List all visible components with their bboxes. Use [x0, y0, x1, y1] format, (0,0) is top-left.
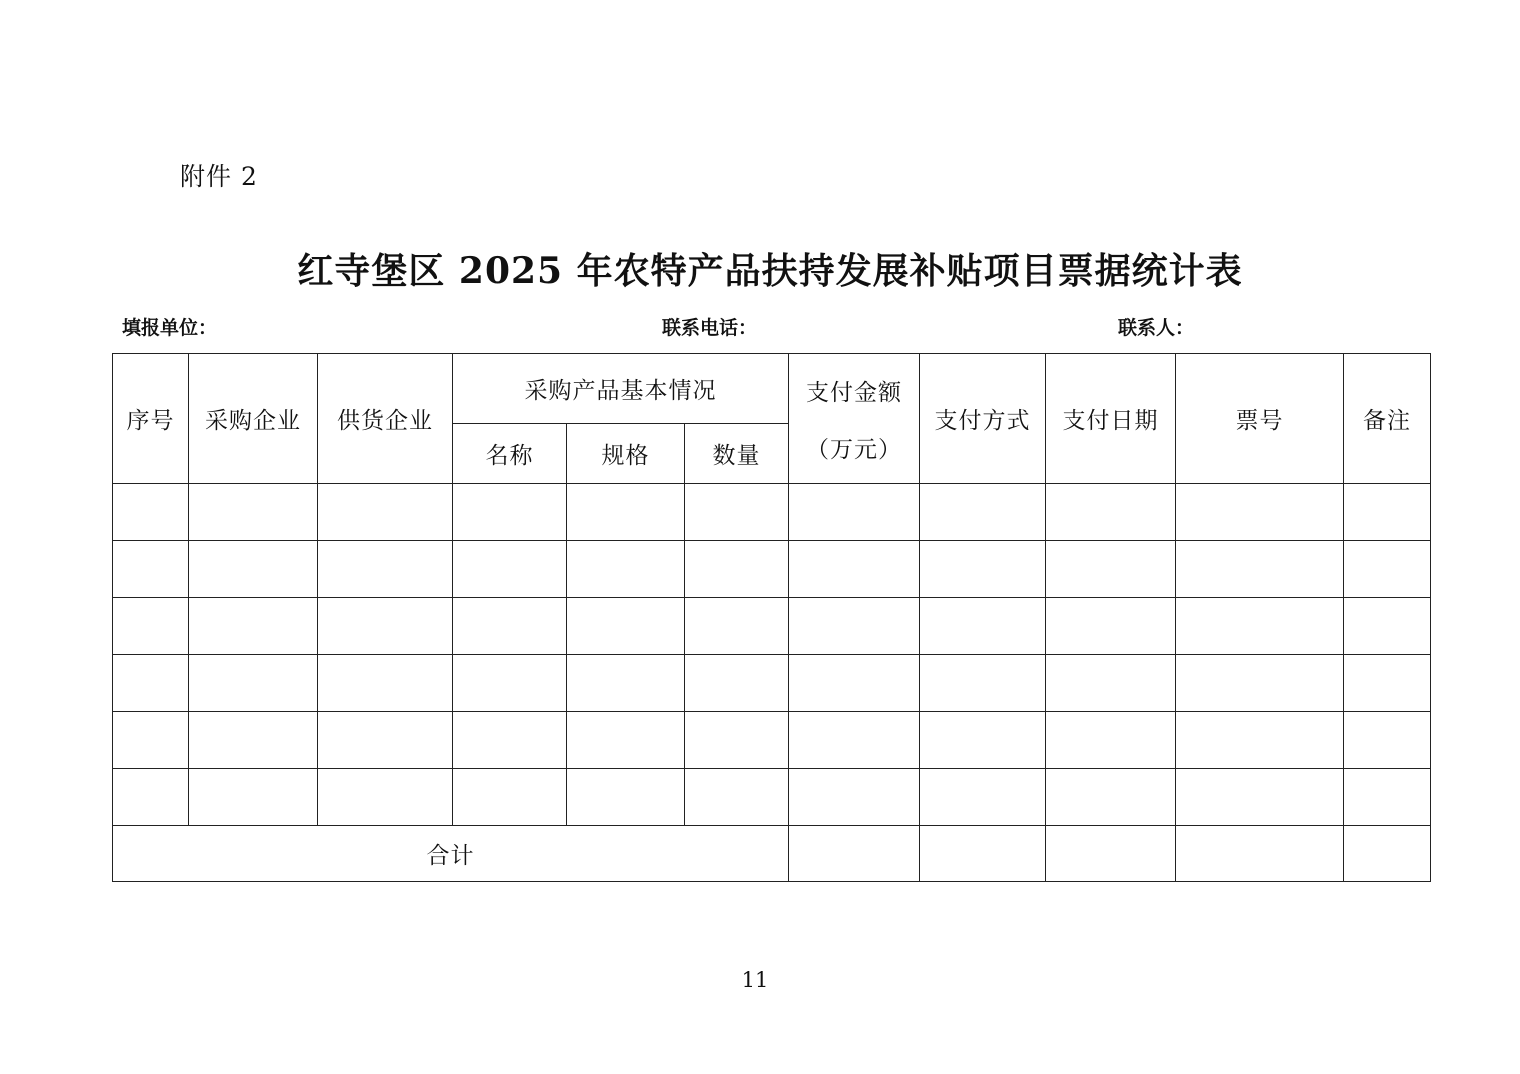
- table-cell[interactable]: [453, 598, 567, 655]
- table-cell[interactable]: [920, 769, 1046, 826]
- table-cell[interactable]: [567, 712, 685, 769]
- header-product-name: 名称: [453, 424, 567, 484]
- table-cell[interactable]: [1344, 712, 1431, 769]
- table-cell[interactable]: [113, 712, 189, 769]
- table-cell[interactable]: [685, 598, 789, 655]
- table-cell[interactable]: [789, 769, 920, 826]
- table-cell[interactable]: [318, 484, 453, 541]
- total-pay-date-cell[interactable]: [1046, 826, 1176, 882]
- table-cell[interactable]: [1046, 484, 1176, 541]
- header-product-qty: 数量: [685, 424, 789, 484]
- table-row: [113, 712, 1431, 769]
- table-cell[interactable]: [318, 769, 453, 826]
- table-cell[interactable]: [920, 598, 1046, 655]
- header-invoice-no: 票号: [1176, 354, 1344, 484]
- table-cell[interactable]: [567, 769, 685, 826]
- table-cell[interactable]: [789, 655, 920, 712]
- table-cell[interactable]: [318, 712, 453, 769]
- header-amount-line2: （万元）: [806, 436, 903, 463]
- table-row: [113, 598, 1431, 655]
- table-cell[interactable]: [1176, 541, 1344, 598]
- table-cell[interactable]: [453, 769, 567, 826]
- table-cell[interactable]: [189, 712, 318, 769]
- header-pay-method: 支付方式: [920, 354, 1046, 484]
- invoice-statistics-table: [112, 353, 1431, 882]
- table-row: [113, 655, 1431, 712]
- table-cell[interactable]: [453, 484, 567, 541]
- table-cell[interactable]: [685, 484, 789, 541]
- table-cell[interactable]: [1344, 655, 1431, 712]
- table-cell[interactable]: [567, 655, 685, 712]
- table-cell[interactable]: [920, 541, 1046, 598]
- table-row: [113, 769, 1431, 826]
- table-cell[interactable]: [567, 484, 685, 541]
- table-cell[interactable]: [1344, 598, 1431, 655]
- table-body: [113, 484, 1431, 882]
- table-cell[interactable]: [1344, 769, 1431, 826]
- page-title: 红寺堡区 2025 年农特产品扶持发展补贴项目票据统计表: [297, 250, 1243, 292]
- table-cell[interactable]: [113, 484, 189, 541]
- table-cell[interactable]: [1176, 712, 1344, 769]
- table-cell[interactable]: [567, 598, 685, 655]
- table-cell[interactable]: [1046, 598, 1176, 655]
- table-row: [113, 484, 1431, 541]
- table-cell[interactable]: [189, 655, 318, 712]
- table-cell[interactable]: [789, 598, 920, 655]
- header-remarks: 备注: [1344, 354, 1431, 484]
- page-number: 11: [741, 968, 769, 992]
- table-cell[interactable]: [685, 712, 789, 769]
- header-seq: 序号: [113, 354, 189, 484]
- table-cell[interactable]: [1176, 598, 1344, 655]
- table-cell[interactable]: [1344, 484, 1431, 541]
- table-cell[interactable]: [920, 712, 1046, 769]
- header-row-top: [113, 354, 1431, 424]
- table-cell[interactable]: [1046, 655, 1176, 712]
- total-pay-method-cell[interactable]: [920, 826, 1046, 882]
- table-cell[interactable]: [1176, 655, 1344, 712]
- header-amount-line1: 支付金额: [806, 379, 903, 406]
- table-cell[interactable]: [1176, 484, 1344, 541]
- table-cell[interactable]: [318, 541, 453, 598]
- table-cell[interactable]: [113, 541, 189, 598]
- header-purchaser: 采购企业: [189, 354, 318, 484]
- table-cell[interactable]: [1046, 541, 1176, 598]
- attachment-label: 附件 2: [180, 162, 258, 191]
- table-cell[interactable]: [113, 655, 189, 712]
- table-cell[interactable]: [453, 655, 567, 712]
- header-pay-date: 支付日期: [1046, 354, 1176, 484]
- total-label: 合计: [113, 826, 789, 882]
- table-row: [113, 541, 1431, 598]
- table-cell[interactable]: [1046, 712, 1176, 769]
- table-cell[interactable]: [113, 598, 189, 655]
- table-cell[interactable]: [318, 598, 453, 655]
- table-cell[interactable]: [453, 541, 567, 598]
- total-row: [113, 826, 1431, 882]
- total-remarks-cell[interactable]: [1344, 826, 1431, 882]
- table-cell[interactable]: [113, 769, 189, 826]
- total-invoice-no-cell[interactable]: [1176, 826, 1344, 882]
- table-cell[interactable]: [1176, 769, 1344, 826]
- table-cell[interactable]: [789, 712, 920, 769]
- table-cell[interactable]: [453, 712, 567, 769]
- table-cell[interactable]: [567, 541, 685, 598]
- table-cell[interactable]: [1046, 769, 1176, 826]
- table-cell[interactable]: [789, 541, 920, 598]
- table-cell[interactable]: [920, 484, 1046, 541]
- header-amount: [789, 354, 920, 484]
- table-cell[interactable]: [189, 541, 318, 598]
- contact-person-label: 联系人：: [1118, 317, 1195, 339]
- header-supplier: 供货企业: [318, 354, 453, 484]
- table-cell[interactable]: [318, 655, 453, 712]
- table-cell[interactable]: [685, 655, 789, 712]
- table-cell[interactable]: [189, 598, 318, 655]
- table-cell[interactable]: [920, 655, 1046, 712]
- contact-phone-label: 联系电话：: [662, 317, 758, 339]
- table-cell[interactable]: [1344, 541, 1431, 598]
- table-cell[interactable]: [685, 769, 789, 826]
- table-cell[interactable]: [789, 484, 920, 541]
- header-product-spec: 规格: [567, 424, 685, 484]
- total-amount-cell[interactable]: [789, 826, 920, 882]
- table-cell[interactable]: [189, 769, 318, 826]
- table-cell[interactable]: [685, 541, 789, 598]
- fill-unit-label: 填报单位：: [122, 317, 218, 339]
- table-cell[interactable]: [189, 484, 318, 541]
- header-product-group: 采购产品基本情况: [453, 354, 789, 424]
